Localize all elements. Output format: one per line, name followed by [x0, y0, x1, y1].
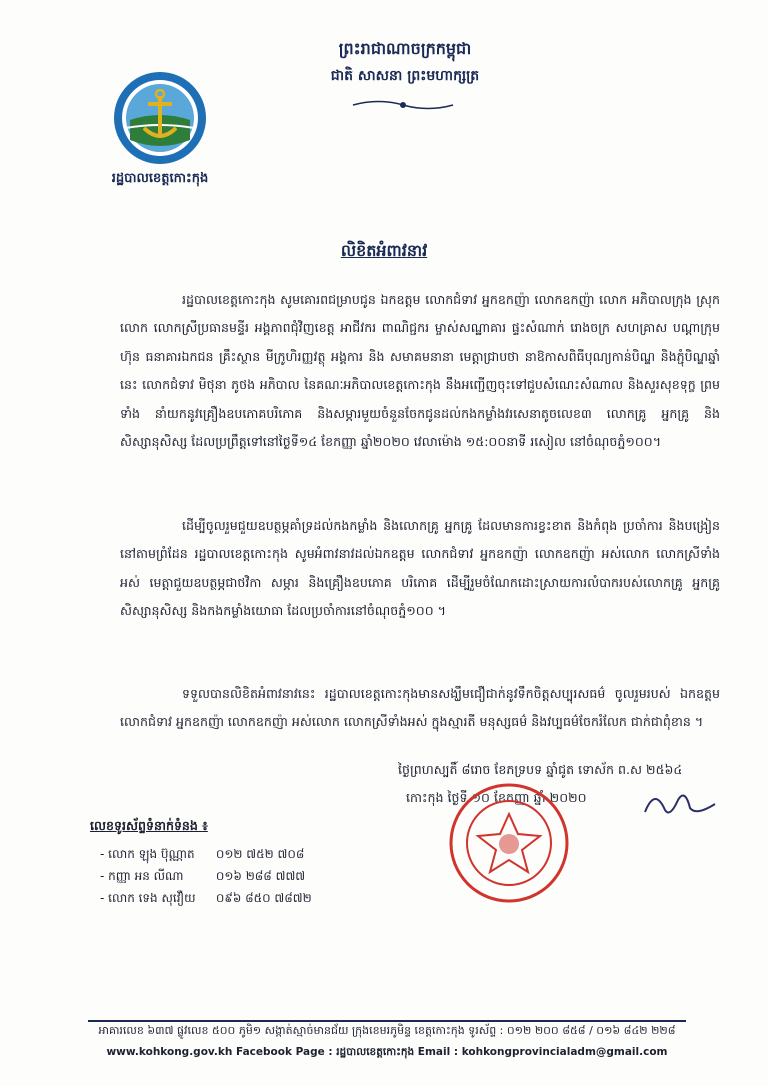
contact-phone: ០១៦ ២៨៨ ៧៧៧ [215, 869, 306, 883]
document-title: លិខិតអំពាវនាវ [340, 241, 428, 260]
footer-contact-links: www.kohkong.gov.kh Facebook Page : រដ្ឋបាលខេត្តកោះកុង Email : kohkongprovincialadm@gmail.com [106, 1046, 668, 1058]
ornament-divider [348, 98, 458, 112]
contact-phone: ០៩៦ ៨៥០ ៧៨៧២ [215, 891, 312, 905]
paragraph-1: រដ្ឋបាលខេត្តកោះកុង សូមគោរពជម្រាបជូន ឯកឧត្តម លោកជំទាវ អ្នកឧកញ៉ា លោកឧកញ៉ា លោក អភិបាលក្រុង ស្រុក លោក លោកស្រីប្រធានមន្ទីរ អង្គភាពជុំវិញខេត្ត អាជីវករ ពាណិជ្ជករ ម្ចាស់សណ្ឋាគារ ផ្ទះសំណាក់ រោងចក្រ សហគ្រាស បណ្តាក្រុមហ៊ុន ធនាគារឯកជន គ្រឹះស្ថាន មីក្រូហិរញ្ញវត្ថុ អង្គការ និង សមាគមនានា មេត្តាជ្រាបថា នាឱកាសពិធីបុណ្យកាន់បិណ្ឌ និងភ្ជុំបិណ្ឌឆ្នាំនេះ លោកជំទាវ មិថុនា ភូថង អភិបាល នៃគណៈអភិបាលខេត្តកោះកុង នឹងអញ្ជើញចុះទៅជួបសំណេះសំណាល និងសួរសុខទុក្ខ ព្រមទាំង នាំយកនូវគ្រឿងឧបភោគបរិភោគ និងសម្ភារមួយចំនួនចែកជូនដល់កងកម្លាំងវរសេនាតូចលេខ៣ លោកគ្រូ អ្នកគ្រូ និងសិស្សានុសិស្ស ដែលប្រព្រឹត្តទៅនៅថ្ងៃទី១៤ ខែកញ្ញា ឆ្នាំ២០២០ វេលាម៉ោង ១៥:០០នាទី រសៀល នៅចំណុចភ្នំ១០០។ [120, 292, 720, 450]
contact-row [100, 868, 305, 886]
official-seal-stamp [448, 782, 570, 904]
contact-name: - លោក ឡុង ប៊ុណ្ណាត [100, 847, 195, 861]
paragraph-3: ទទួលបានលិខិតអំពាវនាវនេះ រដ្ឋបាលខេត្តកោះកុងមានសង្ឃឹមជឿជាក់នូវទឹកចិត្តសប្បុរសធម៌ ចូលរួមរបស់ ឯកឧត្តម លោកជំទាវ អ្នកឧកញ៉ា លោកឧកញ៉ា អស់លោក លោកស្រីទាំងអស់ ក្នុងស្មារតី មនុស្សធម៌ និងវប្បធម៌ចែករំលែក ជាក់ជាពុំខាន ។ [120, 686, 720, 730]
contact-phone: ០១២ ៧៥២ ៧០៨ [215, 847, 305, 861]
date-solar: កោះកុង ថ្ងៃទី ១០ ខែកញ្ញា ឆ្នាំ ២០២០ [406, 790, 587, 805]
paragraph-2: ដើម្បីចូលរួមជួយឧបត្ថម្ភគាំទ្រដល់កងកម្លាំង និងលោកគ្រូ អ្នកគ្រូ ដែលមានការខ្វះខាត និងកំពុង ប្រចាំការ និងបង្រៀននៅតាមព្រំដែន រដ្ឋបាលខេត្តកោះកុង សូមអំពាវនាវដល់ឯកឧត្តម លោកជំទាវ អ្នកឧកញ៉ា លោកឧកញ៉ា អស់លោក លោកស្រីទាំងអស់ មេត្តាជួយឧបត្ថម្ភជាថវិកា សម្ភារ និងគ្រឿងឧបភោគ បរិភោគ ដើម្បីរួមចំណែកដោះស្រាយការលំបាករបស់លោកគ្រូ អ្នកគ្រូ សិស្សានុសិស្ស និងកងកម្លាំងយោធា ដែលប្រចាំការនៅចំណុចភ្នំ១០០ ។ [120, 518, 720, 619]
contact-row [100, 846, 304, 864]
kingdom-title: ព្រះរាជាណាចក្រកម្ពុជា [338, 39, 472, 58]
footer-address: អាគារលេខ ៦៣៧ ផ្លូវលេខ ៥០០ ភូមិ១ សង្កាត់ស្មាច់មានជ័យ ក្រុងខេមរភូមិន្ទ ខេត្តកោះកុង ទូរស័ព្ទ : ០១២ ២០០ ៨៥៨ / ០១៦ ៨៤២ ២២៨ [98, 1024, 676, 1037]
footer-divider [88, 1020, 686, 1022]
contact-name: - កញ្ញា អន លីណា [100, 869, 184, 883]
contacts-heading: លេខទូរស័ព្ទទំនាក់ទំនង ៖ [90, 818, 208, 833]
contact-name: - លោក ទេង សុវឿយ [100, 891, 196, 905]
provincial-logo-emblem [112, 70, 208, 166]
handwritten-signature [640, 782, 720, 822]
admin-name: រដ្ឋបាលខេត្តកោះកុង [111, 171, 209, 186]
date-lunar: ថ្ងៃព្រហស្បតិ៍ ៨រោច ខែភទ្របទ ឆ្នាំជូត ទោស័ក ព.ស ២៥៦៤ [398, 762, 683, 777]
national-motto: ជាតិ សាសនា ព្រះមហាក្សត្រ [330, 68, 480, 84]
contact-row [100, 890, 312, 908]
